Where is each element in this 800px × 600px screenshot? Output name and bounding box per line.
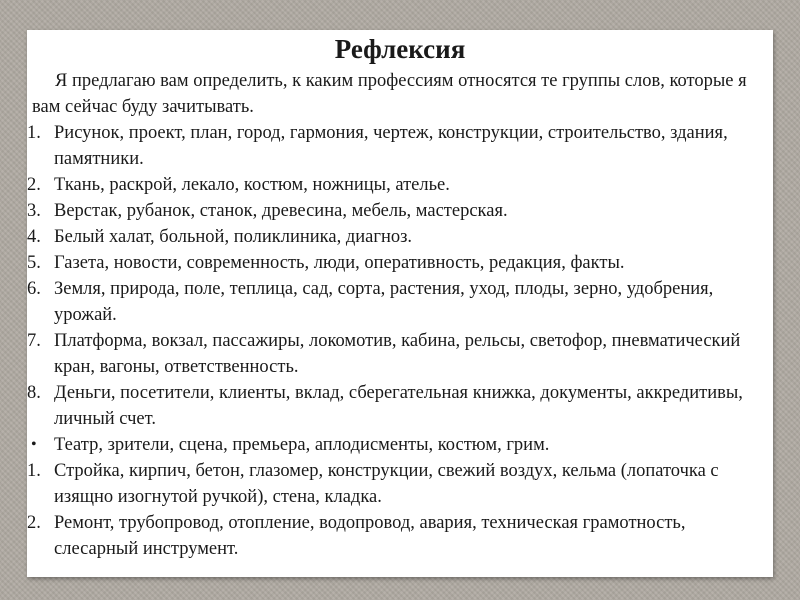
list-item xyxy=(27,120,773,172)
list-marker: 8. xyxy=(27,383,41,403)
list-item xyxy=(27,172,773,198)
list-item xyxy=(27,250,773,276)
list-marker: 7. xyxy=(27,331,41,351)
bullet-marker: • xyxy=(31,436,37,453)
list-item-text: Белый халат, больной, поликлиника, диагноз. xyxy=(54,227,413,247)
list-item-text: Верстак, рубанок, станок, древесина, мебель, мастерская. xyxy=(54,201,508,221)
list-marker: 2. xyxy=(27,513,41,533)
list-marker: 5. xyxy=(27,253,41,273)
list-item-text: Газета, новости, современность, люди, оперативность, редакция, факты. xyxy=(54,253,625,273)
list-marker: 3. xyxy=(27,201,41,221)
list-item-text: Театр, зрители, сцена, премьера, аплодисменты, костюм, грим. xyxy=(54,435,550,455)
list-item-text: Ткань, раскрой, лекало, костюм, ножницы, ателье. xyxy=(54,175,450,195)
list-item-text: Стройка, кирпич, бетон, глазомер, конструкции, свежий воздух, кельма (лопаточка с изящно изогнутой ручкой), стена, кладка. xyxy=(54,461,719,507)
word-groups-list xyxy=(27,120,773,562)
list-marker: 6. xyxy=(27,279,41,299)
list-item xyxy=(27,510,773,562)
list-marker: 1. xyxy=(27,123,41,143)
intro-paragraph: Я предлагаю вам определить, к каким профессиям относятся те группы слов, которые я вам сейчас буду зачитывать. xyxy=(32,71,747,117)
list-item-text: Деньги, посетители, клиенты, вклад, сберегательная книжка, документы, аккредитивы, личный счет. xyxy=(54,383,743,429)
list-marker: 2. xyxy=(27,175,41,195)
list-item xyxy=(27,380,773,432)
list-item xyxy=(27,276,773,328)
slide-title: Рефлексия xyxy=(334,34,466,64)
list-item xyxy=(27,224,773,250)
list-item xyxy=(27,458,773,510)
list-item xyxy=(27,198,773,224)
slide xyxy=(27,30,773,577)
list-marker: 1. xyxy=(27,461,41,481)
list-item-text: Платформа, вокзал, пассажиры, локомотив, кабина, рельсы, светофор, пневматический кран, вагоны, ответственность. xyxy=(54,331,741,377)
list-marker: 4. xyxy=(27,227,41,247)
list-item-text: Рисунок, проект, план, город, гармония, чертеж, конструкции, строительство, здания, памятники. xyxy=(54,123,728,169)
list-item-text: Земля, природа, поле, теплица, сад, сорта, растения, уход, плоды, зерно, удобрения, урожай. xyxy=(54,279,714,325)
list-item xyxy=(27,328,773,380)
list-item xyxy=(27,432,773,458)
list-item-text: Ремонт, трубопровод, отопление, водопровод, авария, техническая грамотность, слесарный инструмент. xyxy=(54,513,686,559)
